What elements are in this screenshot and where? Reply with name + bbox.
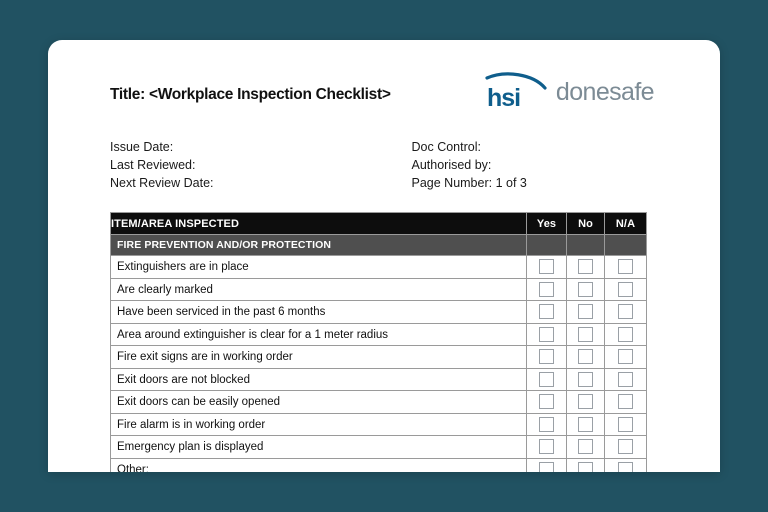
checklist-item-label: Extinguishers are in place (111, 256, 527, 279)
checkbox-cell-yes[interactable] (527, 458, 567, 472)
checkbox-yes[interactable] (539, 372, 554, 387)
checkbox-cell-na[interactable] (605, 413, 647, 436)
checkbox-cell-no[interactable] (567, 346, 605, 369)
page-title: Title: <Workplace Inspection Checklist> (110, 86, 391, 103)
checkbox-cell-no[interactable] (567, 413, 605, 436)
checkbox-cell-no[interactable] (567, 458, 605, 472)
checklist-item-label: Exit doors can be easily opened (111, 391, 527, 414)
table-row (111, 301, 647, 324)
meta-issue-date: Issue Date: (110, 140, 174, 154)
meta-last-reviewed: Last Reviewed: (110, 158, 196, 173)
document-header (110, 77, 658, 112)
checkbox-no[interactable] (578, 259, 593, 274)
table-row (111, 458, 647, 472)
checkbox-cell-yes[interactable] (527, 256, 567, 279)
checkbox-no[interactable] (578, 439, 593, 454)
checkbox-no[interactable] (578, 327, 593, 342)
checklist-item-label: Have been serviced in the past 6 months (111, 301, 527, 324)
checkbox-na[interactable] (618, 394, 633, 409)
checkbox-yes[interactable] (539, 439, 554, 454)
checklist-item-label: Fire exit signs are in working order (111, 346, 527, 369)
svg-text:hsi: hsi (486, 84, 521, 112)
checkbox-yes[interactable] (539, 462, 554, 472)
donesafe-wordmark: donesafe (555, 77, 654, 106)
checkbox-yes[interactable] (539, 417, 554, 432)
checkbox-cell-no[interactable] (567, 368, 605, 391)
checkbox-no[interactable] (578, 394, 593, 409)
checkbox-cell-yes[interactable] (527, 323, 567, 346)
checkbox-cell-yes[interactable] (527, 368, 567, 391)
checkbox-cell-na[interactable] (605, 346, 647, 369)
checklist-table (110, 212, 647, 472)
checkbox-na[interactable] (618, 304, 633, 319)
checkbox-na[interactable] (618, 462, 633, 472)
brand-logo (483, 72, 654, 112)
checkbox-cell-na[interactable] (605, 323, 647, 346)
checkbox-yes[interactable] (539, 327, 554, 342)
checkbox-cell-na[interactable] (605, 436, 647, 459)
checkbox-cell-yes[interactable] (527, 278, 567, 301)
checkbox-no[interactable] (578, 282, 593, 297)
section-spacer-na (605, 235, 647, 256)
checkbox-no[interactable] (578, 417, 593, 432)
section-title: FIRE PREVENTION AND/OR PROTECTION (111, 235, 527, 256)
section-spacer-no (567, 235, 605, 256)
checklist-body (111, 235, 647, 472)
column-header-yes: Yes (527, 213, 567, 235)
column-header-na: N/A (605, 213, 647, 235)
checkbox-cell-na[interactable] (605, 301, 647, 324)
checkbox-cell-no[interactable] (567, 301, 605, 324)
checklist-header-row (111, 213, 647, 235)
checkbox-no[interactable] (578, 372, 593, 387)
meta-page-number: Page Number: 1 of 3 (411, 176, 527, 191)
checkbox-na[interactable] (618, 327, 633, 342)
table-row (111, 436, 647, 459)
checkbox-cell-no[interactable] (567, 436, 605, 459)
checklist-item-label: Other: (111, 458, 527, 472)
checkbox-cell-na[interactable] (605, 368, 647, 391)
checkbox-na[interactable] (618, 259, 633, 274)
document-page (48, 40, 720, 472)
section-spacer-yes (527, 235, 567, 256)
meta-left-column (110, 138, 412, 192)
table-row (111, 256, 647, 279)
checkbox-no[interactable] (578, 304, 593, 319)
checkbox-cell-no[interactable] (567, 256, 605, 279)
column-header-no: No (567, 213, 605, 235)
checkbox-yes[interactable] (539, 259, 554, 274)
section-header-row (111, 235, 647, 256)
checkbox-yes[interactable] (539, 304, 554, 319)
checklist-item-label: Emergency plan is displayed (111, 436, 527, 459)
checkbox-cell-yes[interactable] (527, 391, 567, 414)
checkbox-cell-no[interactable] (567, 323, 605, 346)
hsi-logo-icon (483, 72, 549, 112)
meta-next-review-date: Next Review Date: (110, 176, 214, 191)
checkbox-cell-yes[interactable] (527, 436, 567, 459)
checkbox-cell-yes[interactable] (527, 346, 567, 369)
table-row (111, 323, 647, 346)
table-row (111, 346, 647, 369)
document-meta (110, 138, 658, 192)
document-body (48, 40, 720, 472)
checkbox-yes[interactable] (539, 349, 554, 364)
table-row (111, 368, 647, 391)
meta-doc-control: Doc Control: (411, 140, 481, 154)
table-row (111, 413, 647, 436)
checkbox-na[interactable] (618, 372, 633, 387)
checkbox-yes[interactable] (539, 282, 554, 297)
checkbox-cell-na[interactable] (605, 256, 647, 279)
checklist-item-label: Exit doors are not blocked (111, 368, 527, 391)
checkbox-na[interactable] (618, 439, 633, 454)
checkbox-yes[interactable] (539, 394, 554, 409)
checkbox-no[interactable] (578, 349, 593, 364)
checkbox-cell-yes[interactable] (527, 413, 567, 436)
checkbox-na[interactable] (618, 282, 633, 297)
checklist-item-label: Are clearly marked (111, 278, 527, 301)
column-header-item: ITEM/AREA INSPECTED (111, 213, 527, 235)
checkbox-cell-no[interactable] (567, 278, 605, 301)
checkbox-cell-na[interactable] (605, 278, 647, 301)
checkbox-na[interactable] (618, 349, 633, 364)
table-row (111, 391, 647, 414)
table-row (111, 278, 647, 301)
checkbox-na[interactable] (618, 417, 633, 432)
checkbox-cell-yes[interactable] (527, 301, 567, 324)
checklist-item-label: Area around extinguisher is clear for a 1 meter radius (111, 323, 527, 346)
checkbox-cell-na[interactable] (605, 391, 647, 414)
checkbox-cell-na[interactable] (605, 458, 647, 472)
meta-authorised-by: Authorised by: (411, 158, 492, 173)
checklist-item-label: Fire alarm is in working order (111, 413, 527, 436)
checkbox-cell-no[interactable] (567, 391, 605, 414)
checkbox-no[interactable] (578, 462, 593, 472)
meta-right-column (412, 138, 659, 192)
